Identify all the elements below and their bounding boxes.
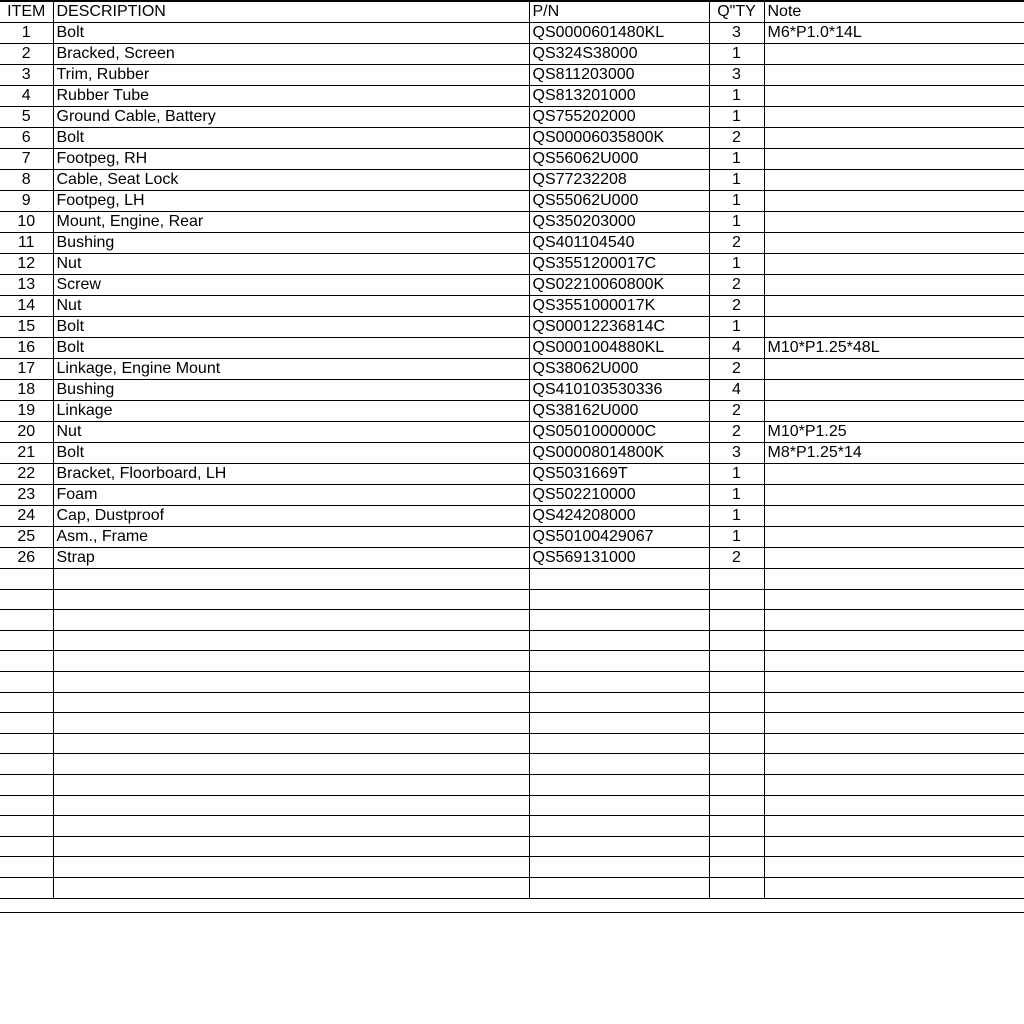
table-row	[0, 275, 1024, 296]
cell-item	[0, 651, 53, 672]
cell-description	[53, 877, 529, 898]
cell-note	[764, 107, 1024, 128]
table-row	[0, 443, 1024, 464]
table-row	[0, 733, 1024, 754]
cell-quantity: 2	[709, 401, 764, 422]
cell-note	[764, 485, 1024, 506]
cell-part-number	[529, 774, 709, 795]
cell-item: 7	[0, 149, 53, 170]
table-row	[0, 713, 1024, 734]
cell-part-number	[529, 713, 709, 734]
cell-note	[764, 733, 1024, 754]
cell-item: 8	[0, 170, 53, 191]
cell-item	[0, 569, 53, 590]
cell-item	[0, 692, 53, 713]
cell-note	[764, 44, 1024, 65]
cell-item: 26	[0, 548, 53, 569]
cell-quantity: 2	[709, 128, 764, 149]
cell-description: Bolt	[53, 128, 529, 149]
cell-note	[764, 317, 1024, 338]
cell-description	[53, 569, 529, 590]
cell-part-number: QS55062U000	[529, 191, 709, 212]
cell-item	[0, 610, 53, 631]
table-row	[0, 651, 1024, 672]
cell-quantity	[709, 692, 764, 713]
cell-note: M10*P1.25	[764, 422, 1024, 443]
cell-quantity: 1	[709, 212, 764, 233]
table-row	[0, 527, 1024, 548]
cell-note	[764, 877, 1024, 898]
cell-note	[764, 86, 1024, 107]
cell-quantity: 1	[709, 527, 764, 548]
cell-part-number	[529, 630, 709, 651]
cell-part-number: QS410103530336	[529, 380, 709, 401]
table-row	[0, 128, 1024, 149]
cell-note	[764, 754, 1024, 775]
cell-quantity: 4	[709, 380, 764, 401]
cell-item	[0, 754, 53, 775]
table-row	[0, 380, 1024, 401]
cell-quantity	[709, 713, 764, 734]
table-row	[0, 836, 1024, 857]
cell-item	[0, 589, 53, 610]
cell-description: Cap, Dustproof	[53, 506, 529, 527]
cell-description	[53, 610, 529, 631]
cell-quantity	[709, 630, 764, 651]
cell-description	[53, 795, 529, 816]
cell-description: Bracket, Floorboard, LH	[53, 464, 529, 485]
cell-note: M10*P1.25*48L	[764, 338, 1024, 359]
cell-note	[764, 170, 1024, 191]
cell-part-number	[529, 795, 709, 816]
cell-part-number: QS502210000	[529, 485, 709, 506]
cell-item: 23	[0, 485, 53, 506]
cell-quantity	[709, 610, 764, 631]
table-row	[0, 107, 1024, 128]
cell-description	[53, 733, 529, 754]
cell-item	[0, 816, 53, 837]
table-row	[0, 692, 1024, 713]
bottom-divider	[0, 912, 1024, 913]
cell-part-number	[529, 733, 709, 754]
cell-description: Rubber Tube	[53, 86, 529, 107]
table-row	[0, 317, 1024, 338]
cell-item: 6	[0, 128, 53, 149]
cell-item	[0, 836, 53, 857]
cell-part-number: QS00008014800K	[529, 443, 709, 464]
cell-item: 21	[0, 443, 53, 464]
table-row	[0, 774, 1024, 795]
cell-note	[764, 671, 1024, 692]
cell-quantity: 1	[709, 485, 764, 506]
cell-note	[764, 795, 1024, 816]
cell-description: Footpeg, RH	[53, 149, 529, 170]
cell-note	[764, 610, 1024, 631]
cell-quantity: 2	[709, 359, 764, 380]
cell-quantity: 1	[709, 191, 764, 212]
cell-item	[0, 857, 53, 878]
cell-part-number: QS0001004880KL	[529, 338, 709, 359]
cell-quantity: 2	[709, 422, 764, 443]
cell-quantity	[709, 754, 764, 775]
cell-part-number: QS755202000	[529, 107, 709, 128]
cell-part-number	[529, 569, 709, 590]
cell-description: Linkage, Engine Mount	[53, 359, 529, 380]
table-row	[0, 212, 1024, 233]
cell-part-number	[529, 836, 709, 857]
cell-part-number: QS3551000017K	[529, 296, 709, 317]
cell-item: 5	[0, 107, 53, 128]
cell-description: Trim, Rubber	[53, 65, 529, 86]
cell-description: Mount, Engine, Rear	[53, 212, 529, 233]
table-row	[0, 86, 1024, 107]
cell-item: 25	[0, 527, 53, 548]
cell-description: Bolt	[53, 317, 529, 338]
table-row	[0, 191, 1024, 212]
cell-part-number: QS401104540	[529, 233, 709, 254]
parts-table-body	[0, 23, 1024, 899]
cell-part-number	[529, 610, 709, 631]
cell-quantity: 2	[709, 548, 764, 569]
cell-item	[0, 630, 53, 651]
cell-quantity: 1	[709, 254, 764, 275]
cell-quantity: 1	[709, 107, 764, 128]
cell-description	[53, 836, 529, 857]
cell-description	[53, 713, 529, 734]
cell-note	[764, 816, 1024, 837]
cell-item: 11	[0, 233, 53, 254]
cell-quantity	[709, 774, 764, 795]
cell-description: Footpeg, LH	[53, 191, 529, 212]
cell-note	[764, 651, 1024, 672]
cell-item	[0, 877, 53, 898]
cell-quantity: 1	[709, 86, 764, 107]
table-row	[0, 23, 1024, 44]
cell-description: Screw	[53, 275, 529, 296]
cell-quantity: 1	[709, 317, 764, 338]
cell-note	[764, 692, 1024, 713]
cell-part-number: QS424208000	[529, 506, 709, 527]
cell-item: 18	[0, 380, 53, 401]
table-row	[0, 296, 1024, 317]
cell-part-number	[529, 857, 709, 878]
cell-quantity	[709, 795, 764, 816]
cell-description: Bushing	[53, 233, 529, 254]
cell-item: 16	[0, 338, 53, 359]
table-row	[0, 254, 1024, 275]
table-row	[0, 857, 1024, 878]
cell-description: Bolt	[53, 443, 529, 464]
cell-note	[764, 401, 1024, 422]
cell-quantity	[709, 816, 764, 837]
table-row	[0, 816, 1024, 837]
cell-description: Nut	[53, 296, 529, 317]
cell-part-number	[529, 877, 709, 898]
cell-item	[0, 713, 53, 734]
cell-description	[53, 589, 529, 610]
cell-part-number	[529, 651, 709, 672]
table-row	[0, 610, 1024, 631]
cell-item: 4	[0, 86, 53, 107]
table-row	[0, 149, 1024, 170]
cell-item: 12	[0, 254, 53, 275]
cell-quantity	[709, 651, 764, 672]
cell-note	[764, 548, 1024, 569]
cell-part-number: QS813201000	[529, 86, 709, 107]
table-row	[0, 506, 1024, 527]
cell-item: 13	[0, 275, 53, 296]
table-row	[0, 569, 1024, 590]
cell-description	[53, 630, 529, 651]
cell-part-number: QS811203000	[529, 65, 709, 86]
cell-quantity	[709, 671, 764, 692]
table-row	[0, 795, 1024, 816]
cell-item: 3	[0, 65, 53, 86]
cell-quantity: 1	[709, 464, 764, 485]
cell-quantity: 2	[709, 275, 764, 296]
cell-note	[764, 589, 1024, 610]
cell-note	[764, 65, 1024, 86]
cell-quantity: 4	[709, 338, 764, 359]
cell-part-number: QS5031669T	[529, 464, 709, 485]
cell-description: Strap	[53, 548, 529, 569]
header-item: ITEM	[0, 1, 53, 23]
cell-part-number: QS56062U000	[529, 149, 709, 170]
table-row	[0, 464, 1024, 485]
cell-part-number: QS50100429067	[529, 527, 709, 548]
cell-quantity: 2	[709, 233, 764, 254]
cell-description	[53, 816, 529, 837]
cell-item	[0, 795, 53, 816]
cell-note	[764, 506, 1024, 527]
cell-description: Bracked, Screen	[53, 44, 529, 65]
cell-note	[764, 191, 1024, 212]
cell-description: Cable, Seat Lock	[53, 170, 529, 191]
table-row	[0, 589, 1024, 610]
table-row	[0, 485, 1024, 506]
cell-note	[764, 233, 1024, 254]
cell-note	[764, 857, 1024, 878]
cell-part-number: QS3551200017C	[529, 254, 709, 275]
cell-description: Linkage	[53, 401, 529, 422]
cell-quantity	[709, 857, 764, 878]
cell-note	[764, 275, 1024, 296]
table-row	[0, 65, 1024, 86]
table-row	[0, 422, 1024, 443]
table-row	[0, 233, 1024, 254]
cell-description	[53, 774, 529, 795]
cell-part-number	[529, 671, 709, 692]
table-row	[0, 754, 1024, 775]
cell-quantity: 1	[709, 149, 764, 170]
cell-part-number: QS350203000	[529, 212, 709, 233]
cell-description	[53, 671, 529, 692]
cell-quantity	[709, 836, 764, 857]
cell-part-number	[529, 816, 709, 837]
cell-note	[764, 569, 1024, 590]
cell-item	[0, 774, 53, 795]
cell-item: 1	[0, 23, 53, 44]
cell-quantity: 3	[709, 443, 764, 464]
cell-item: 19	[0, 401, 53, 422]
cell-note: M8*P1.25*14	[764, 443, 1024, 464]
cell-note	[764, 149, 1024, 170]
cell-item: 14	[0, 296, 53, 317]
table-row	[0, 630, 1024, 651]
table-row	[0, 338, 1024, 359]
cell-note	[764, 630, 1024, 651]
table-row	[0, 671, 1024, 692]
cell-part-number: QS324S38000	[529, 44, 709, 65]
cell-note	[764, 254, 1024, 275]
cell-item: 17	[0, 359, 53, 380]
cell-description: Bolt	[53, 23, 529, 44]
cell-note	[764, 212, 1024, 233]
cell-part-number: QS77232208	[529, 170, 709, 191]
cell-quantity	[709, 733, 764, 754]
table-row	[0, 877, 1024, 898]
cell-note	[764, 464, 1024, 485]
cell-note	[764, 527, 1024, 548]
cell-part-number: QS0501000000C	[529, 422, 709, 443]
table-row	[0, 401, 1024, 422]
cell-item: 2	[0, 44, 53, 65]
cell-note	[764, 380, 1024, 401]
table-row	[0, 548, 1024, 569]
cell-quantity: 3	[709, 65, 764, 86]
cell-part-number	[529, 754, 709, 775]
cell-quantity: 1	[709, 506, 764, 527]
cell-note: M6*P1.0*14L	[764, 23, 1024, 44]
cell-quantity	[709, 877, 764, 898]
cell-description: Foam	[53, 485, 529, 506]
table-row	[0, 44, 1024, 65]
cell-note	[764, 713, 1024, 734]
cell-part-number	[529, 589, 709, 610]
cell-item	[0, 671, 53, 692]
cell-part-number: QS0000601480KL	[529, 23, 709, 44]
header-row	[0, 1, 1024, 23]
cell-description: Nut	[53, 422, 529, 443]
header-note: Note	[764, 1, 1024, 23]
cell-description	[53, 651, 529, 672]
table-row	[0, 359, 1024, 380]
cell-part-number: QS38162U000	[529, 401, 709, 422]
cell-part-number: QS00006035800K	[529, 128, 709, 149]
cell-note	[764, 836, 1024, 857]
cell-item: 15	[0, 317, 53, 338]
cell-description: Bolt	[53, 338, 529, 359]
header-description: DESCRIPTION	[53, 1, 529, 23]
cell-description	[53, 857, 529, 878]
header-part-number: P/N	[529, 1, 709, 23]
cell-item	[0, 733, 53, 754]
cell-quantity	[709, 569, 764, 590]
cell-item: 20	[0, 422, 53, 443]
cell-note	[764, 359, 1024, 380]
cell-item: 22	[0, 464, 53, 485]
cell-part-number: QS38062U000	[529, 359, 709, 380]
cell-quantity: 2	[709, 296, 764, 317]
cell-quantity: 1	[709, 44, 764, 65]
cell-description: Nut	[53, 254, 529, 275]
cell-item: 10	[0, 212, 53, 233]
cell-part-number	[529, 692, 709, 713]
cell-quantity: 3	[709, 23, 764, 44]
cell-note	[764, 296, 1024, 317]
cell-description: Asm., Frame	[53, 527, 529, 548]
cell-description: Ground Cable, Battery	[53, 107, 529, 128]
cell-quantity: 1	[709, 170, 764, 191]
cell-item: 9	[0, 191, 53, 212]
cell-part-number: QS00012236814C	[529, 317, 709, 338]
cell-description	[53, 754, 529, 775]
cell-description: Bushing	[53, 380, 529, 401]
table-row	[0, 170, 1024, 191]
cell-part-number: QS02210060800K	[529, 275, 709, 296]
cell-part-number: QS569131000	[529, 548, 709, 569]
cell-note	[764, 774, 1024, 795]
header-quantity: Q"TY	[709, 1, 764, 23]
cell-note	[764, 128, 1024, 149]
cell-item: 24	[0, 506, 53, 527]
cell-quantity	[709, 589, 764, 610]
cell-description	[53, 692, 529, 713]
